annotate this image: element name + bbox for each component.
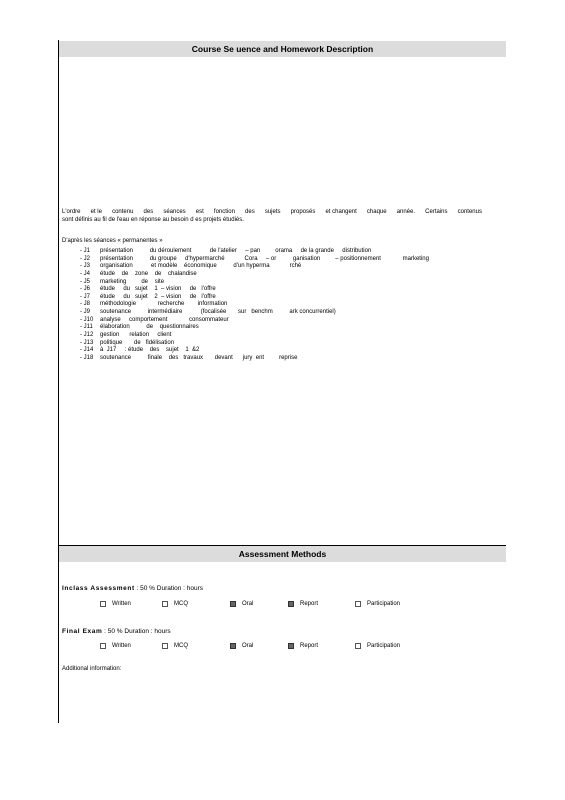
- option-label-mcq: MCQ: [174, 601, 188, 607]
- course-sequence-header: Course Se uence and Homework Description: [59, 41, 506, 57]
- inclass-assessment-line: [62, 585, 203, 592]
- session-item: [80, 256, 429, 264]
- checkbox-written[interactable]: [100, 643, 106, 649]
- checkbox-written[interactable]: [100, 601, 106, 607]
- order-paragraph-line1: [62, 208, 482, 216]
- session-code: - J14: [80, 347, 94, 354]
- session-item: [80, 347, 429, 355]
- option-oral[interactable]: [230, 643, 253, 649]
- option-label-report: Report: [300, 643, 319, 649]
- additional-information: Additional information:: [62, 666, 122, 672]
- option-label-participation: Participation: [367, 601, 401, 607]
- session-item: [80, 286, 429, 294]
- session-text: politique de fidélisation: [100, 339, 175, 346]
- session-text: gestion relation client: [100, 332, 172, 339]
- session-item: [80, 324, 429, 332]
- session-item: [80, 248, 429, 256]
- paragraph-word: L'ordre: [62, 209, 81, 215]
- session-item: [80, 301, 429, 309]
- checkbox-participation[interactable]: [355, 601, 361, 607]
- left-border: [58, 40, 59, 723]
- paragraph-word: des: [245, 209, 255, 215]
- session-code: - J6: [80, 286, 91, 293]
- session-code: - J12: [80, 332, 94, 339]
- inclass-label: Inclass Assessment: [62, 585, 135, 592]
- sequence-intro: D'après les séances « permanentes »: [62, 238, 163, 244]
- option-written[interactable]: [100, 601, 131, 607]
- option-mcq[interactable]: [162, 601, 188, 607]
- session-code: - J5: [80, 278, 91, 285]
- inclass-detail: : 50 % Duration : hours: [136, 585, 204, 592]
- session-text: étude du sujet 2 – vision de l'offre: [100, 293, 216, 300]
- order-paragraph-line2: sont définis au fil de l'eau en réponse au besoin d es projets étudiés.: [62, 217, 244, 223]
- checkbox-oral[interactable]: [230, 601, 236, 607]
- checkbox-report[interactable]: [288, 643, 294, 649]
- option-label-oral: Oral: [242, 601, 254, 607]
- paragraph-word: fonction: [213, 209, 235, 215]
- session-text: analyse comportement consommateur: [100, 316, 229, 323]
- final-label: Final Exam: [62, 628, 103, 635]
- checkbox-participation[interactable]: [355, 643, 361, 649]
- session-text: présentation du déroulement de l'atelier – pan orama de la grande distribution: [100, 248, 372, 254]
- paragraph-word: et changent: [325, 209, 357, 215]
- session-text: étude du sujet 1 – vision de l'offre: [100, 286, 216, 293]
- option-participation[interactable]: [355, 643, 400, 649]
- session-list: [80, 248, 429, 363]
- checkbox-oral[interactable]: [230, 643, 236, 649]
- option-report[interactable]: [288, 601, 318, 607]
- checkbox-mcq[interactable]: [162, 643, 168, 649]
- session-item: [80, 332, 429, 340]
- order-paragraph: [62, 208, 482, 224]
- paragraph-word: séances: [163, 209, 186, 215]
- paragraph-word: contenu: [112, 209, 134, 215]
- paragraph-word: année.: [396, 209, 416, 215]
- option-label-written: Written: [112, 601, 131, 607]
- option-mcq[interactable]: [162, 643, 188, 649]
- session-code: - J9: [80, 309, 91, 316]
- paragraph-word: contenus: [457, 209, 482, 215]
- session-code: - J2: [80, 255, 91, 262]
- paragraph-word: et le: [90, 209, 102, 215]
- session-code: - J4: [80, 270, 91, 277]
- option-label-report: Report: [300, 601, 319, 607]
- option-report[interactable]: [288, 643, 318, 649]
- session-text: à J17 : étude des sujet 1 &2: [100, 347, 200, 354]
- session-code: - J1: [80, 248, 91, 254]
- session-code: - J13: [80, 339, 94, 346]
- session-item: [80, 263, 429, 271]
- checkbox-report[interactable]: [288, 601, 294, 607]
- final-exam-line: [62, 628, 171, 635]
- option-label-oral: Oral: [242, 643, 254, 649]
- session-code: - J18: [80, 354, 94, 361]
- session-item: [80, 279, 429, 287]
- option-label-mcq: MCQ: [174, 643, 188, 649]
- session-text: soutenance finale des travaux devant jury ent reprise: [100, 354, 298, 361]
- session-item: [80, 271, 429, 279]
- session-code: - J3: [80, 263, 91, 270]
- session-code: - J8: [80, 301, 91, 308]
- option-label-participation: Participation: [367, 643, 401, 649]
- paragraph-word: sujets: [264, 209, 281, 215]
- final-detail: : 50 % Duration : hours: [104, 628, 171, 635]
- session-item: [80, 317, 429, 325]
- paragraph-word: des: [143, 209, 154, 215]
- session-text: élaboration de questionnaires: [100, 324, 199, 331]
- session-code: - J11: [80, 324, 93, 331]
- session-code: - J10: [80, 316, 94, 323]
- paragraph-word: Certains: [425, 209, 448, 215]
- session-code: - J7: [80, 293, 91, 300]
- paragraph-word: chaque: [366, 209, 387, 215]
- session-text: soutenance intermédiaire (focalisée sur benchm ark concurrentiel): [100, 309, 336, 316]
- session-item: [80, 340, 429, 348]
- session-text: méthodologie recherche information: [100, 301, 228, 308]
- option-written[interactable]: [100, 643, 131, 649]
- option-label-written: Written: [112, 643, 131, 649]
- assessment-methods-header: Assessment Methods: [59, 545, 506, 562]
- paragraph-word: proposés: [290, 209, 316, 215]
- option-participation[interactable]: [355, 601, 400, 607]
- option-oral[interactable]: [230, 601, 253, 607]
- session-item: [80, 355, 429, 363]
- session-text: marketing de site: [100, 278, 165, 285]
- session-text: étude de zone de chalandise: [100, 270, 197, 277]
- session-text: présentation du groupe d'hypermarché Cora – or ganisation – positionnement marketing: [100, 255, 429, 262]
- session-text: organisation et modèle économique d'un hyperma rché: [100, 263, 302, 270]
- paragraph-word: est: [195, 209, 204, 215]
- session-item: [80, 294, 429, 302]
- session-item: [80, 309, 429, 317]
- checkbox-mcq[interactable]: [162, 601, 168, 607]
